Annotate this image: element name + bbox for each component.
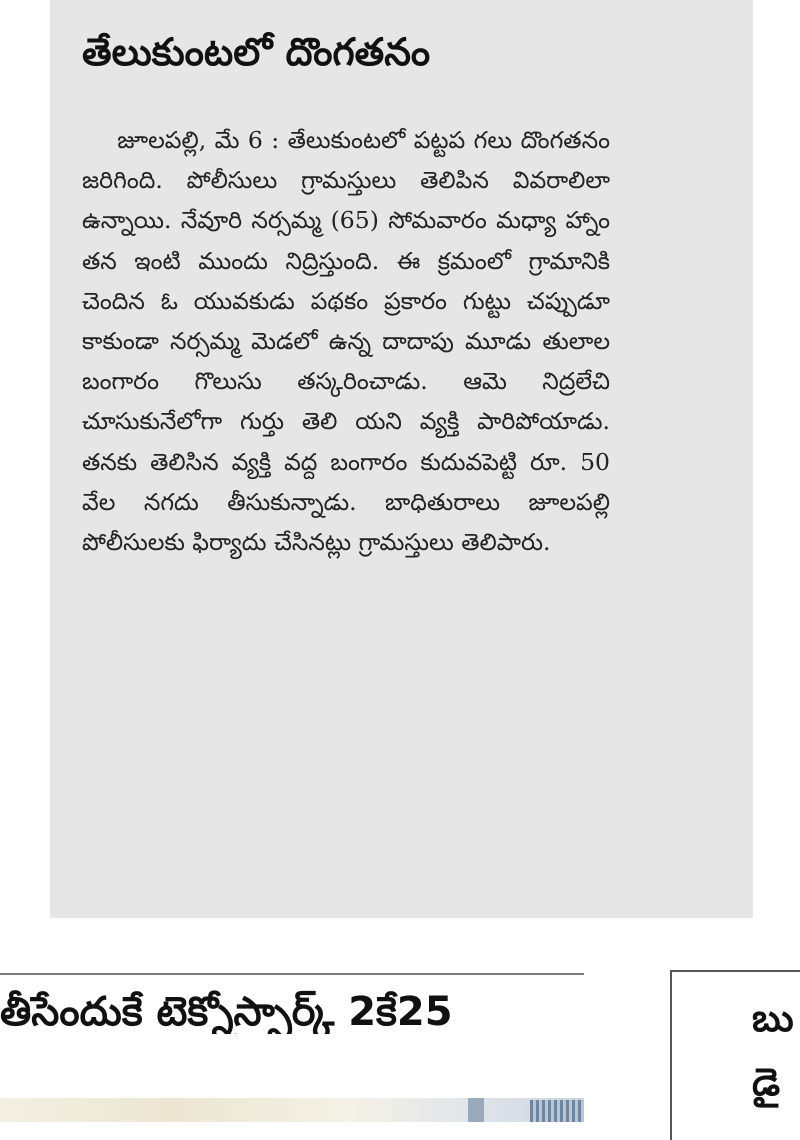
photo-detail <box>468 1098 484 1122</box>
photo-detail <box>530 1100 584 1122</box>
article-title: తేలుకుంటలో దొంగతనం <box>82 30 431 74</box>
right-column-headline-fragment-2: డై <box>752 1060 781 1104</box>
next-article-headline <box>0 990 584 1034</box>
article-photo <box>0 1098 584 1122</box>
divider-rule <box>0 973 584 975</box>
article-body: జూలపల్లి, మే 6 : తేలుకుంటలో పట్టప గలు దొంగతనం జరిగింది. పోలీసులు గ్రామస్తులు తెలిపిన వివరాలిలా ఉన్నాయి. నేవూరి నర్సమ్మ (65) సోమవారం మధ్యా హ్నాం తన ఇంటి ముందు నిద్రిస్తుంది. ఈ క్రమంలో గ్రామానికి చెందిన ఓ యువకుడు పథకం ప్రకారం గుట్టు చప్పుడూ కాకుండా నర్సమ్మ మెడలో ఉన్న దాదాపు మూడు తులాల బంగారం గొలుసు తస్కరించాడు. ఆమె నిద్రలేచి చూసుకునేలోగా గుర్తు తెలి యని వ్యక్తి పారిపోయాడు. తనకు తెలిసిన వ్యక్తి వద్ద బంగారం కుదువపెట్టి రూ. 50 వేల నగదు తీసుకున్నాడు. బాధితురాలు జూలపల్లి పోలీసులకు ఫిర్యాదు చేసినట్లు గ్రామస్తులు తెలిపారు. <box>82 126 610 557</box>
right-column-headline-fragment: బు <box>752 996 794 1040</box>
next-article-headline-text: తీసేందుకే టెక్నోస్పార్క్ 2కే25 <box>0 990 453 1034</box>
